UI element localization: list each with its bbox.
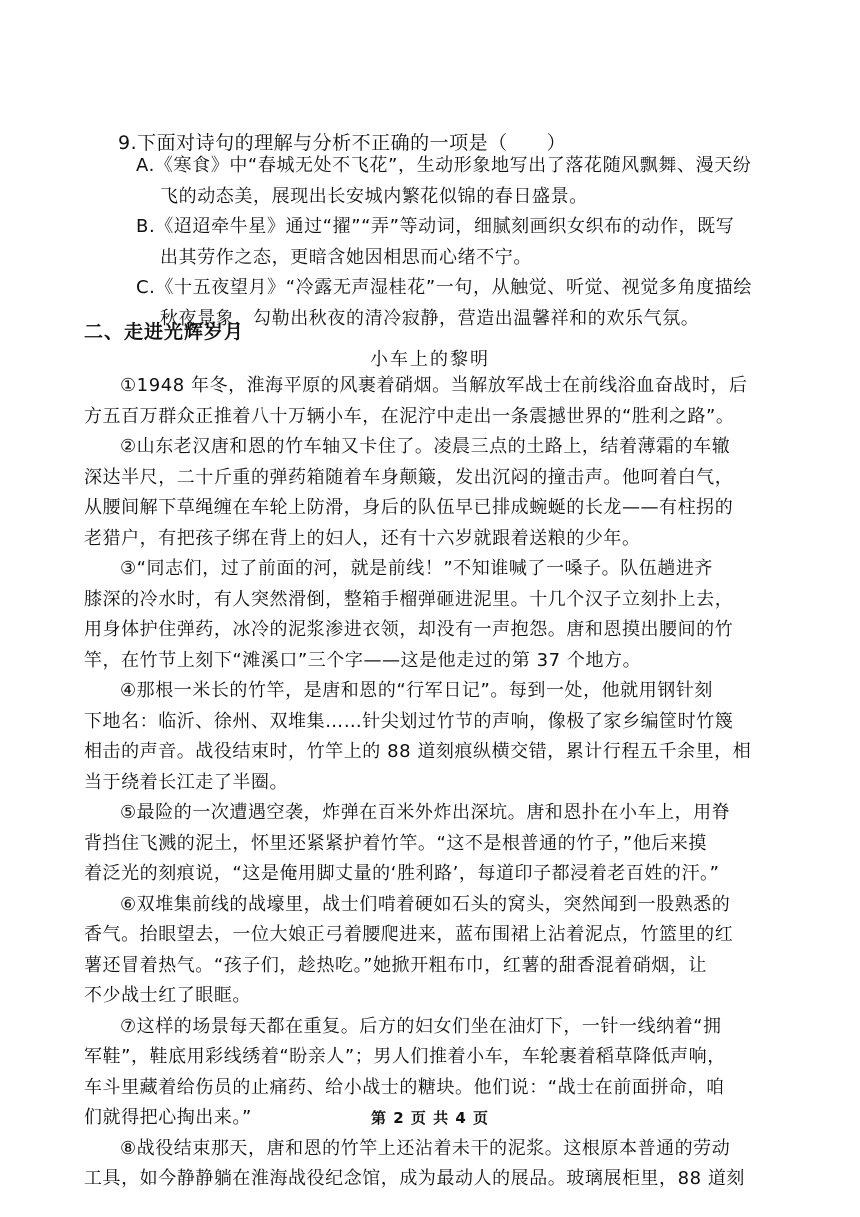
- paragraph-line: ⑦这样的场景每天都在重复。后方的妇女们坐在油灯下，一针一线纳着“拥: [120, 1015, 722, 1037]
- paragraph-line: ⑧战役结束那天，唐和恩的竹竿上还沾着未干的泥浆。这根原本普通的劳动: [120, 1137, 731, 1159]
- option-line: A.《寒食》中“春城无处不飞花”，生动形象地写出了落花随风飘舞、漫天纷: [136, 155, 752, 176]
- paragraph-line: 车斗里藏着给伤员的止痛药、给小战士的糖块。他们说：“战士在前面拼命，咱: [84, 1076, 725, 1098]
- option-b: [136, 211, 756, 273]
- paragraph-line: 们就得把心掏出来。”: [84, 1107, 252, 1128]
- paragraph-line: 下地名：临沂、徐州、双堆集……针尖划过竹节的声响，像极了家乡编筐时竹篾: [84, 710, 734, 732]
- paragraph-line: 当于绕着长江走了半圈。: [84, 771, 289, 793]
- paragraph-line: ④那根一米长的竹竿，是唐和恩的“行军日记”。每到一处，他就用钢针刻: [120, 680, 713, 701]
- option-line: C.《十五夜望月》“冷露无声湿桂花”一句，从触觉、听觉、视觉多角度描绘: [136, 277, 752, 298]
- paragraph-line: 深达半尺，二十斤重的弹药箱随着车身颠簸，发出沉闷的撞击声。他呵着白气，: [84, 466, 734, 488]
- paragraph-line: 薯还冒着热气。“孩子们，趁热吃。”她掀开粗布巾，红薯的甜香混着硝烟，让: [84, 954, 707, 976]
- paragraph-line: 竿，在竹节上刻下“滩溪口”三个字——这是他走过的第 37 个地方。: [84, 649, 642, 671]
- paragraph-3: [84, 554, 764, 676]
- option-a: [136, 150, 756, 212]
- paragraph-1: [84, 371, 764, 432]
- paragraph-line: ①1948 年冬，淮海平原的风裹着硝烟。当解放军战士在前线浴血奋战时，后: [120, 375, 748, 396]
- question-stem: 9.下面对诗句的理解与分析不正确的一项是（ ）: [118, 132, 567, 154]
- paragraph-line: ③“同志们，过了前面的河，就是前线！”不知谁喊了一嗓子。队伍趟进齐: [120, 558, 713, 579]
- section-heading: 二、走进光辉岁月: [84, 321, 245, 343]
- paragraph-line: ⑥双堆集前线的战壕里，战士们啃着硬如石头的窝头，突然闻到一股熟悉的: [120, 893, 731, 915]
- option-line: 出其劳作之态，更暗含她因相思而心绪不宁。: [160, 247, 532, 268]
- paragraph-line: 着泛光的刻痕说，“这是俺用脚丈量的‘胜利路’，每道印子都浸着老百姓的汗。”: [84, 863, 720, 884]
- paragraph-line: 用身体护住弹药，冰冷的泥浆渗进衣领，却没有一声抱怨。唐和恩摸出腰间的竹: [84, 619, 734, 640]
- paragraph-line: 从腰间解下草绳缠在车轮上防滑，身后的队伍早已排成蜿蜒的长龙——有柱拐的: [84, 497, 734, 518]
- paragraph-8: [84, 1134, 764, 1195]
- paragraph-line: 膝深的冷水时，有人突然滑倒，整箱手榴弹砸进泥里。十几个汉子立刻扑上去，: [84, 588, 734, 610]
- paragraph-line: ②山东老汉唐和恩的竹车轴又卡住了。凌晨三点的土路上，结着薄霜的车辙: [120, 436, 731, 457]
- article-title: 小车上的黎明: [370, 349, 490, 370]
- paragraph-4: [84, 676, 764, 798]
- paragraph-6: [84, 890, 764, 1012]
- paragraph-2: [84, 432, 764, 554]
- paragraph-line: 背挡住飞溅的泥土，怀里还紧紧护着竹竿。“这不是根普通的竹子，”他后来摸: [84, 832, 707, 854]
- paragraph-line: ⑤最险的一次遭遇空袭，炸弹在百米外炸出深坑。唐和恩扑在小车上，用脊: [120, 802, 731, 823]
- option-line: B.《迢迢牵牛星》通过“擢”“弄”等动词，细腻刻画织女织布的动作，既写: [136, 216, 735, 237]
- paragraph-line: 老猎户，有把孩子绑在背上的妇人，还有十六岁就跟着送粮的少年。: [84, 527, 641, 549]
- paragraph-line: 香气。抬眼望去，一位大娘正弓着腰爬进来，蓝布围裙上沾着泥点，竹篮里的红: [84, 924, 734, 945]
- paragraph-line: 相击的声音。战役结束时，竹竿上的 88 道刻痕纵横交错，累计行程五千余里，相: [84, 741, 752, 762]
- page-footer: 第 2 页 共 4 页: [371, 1109, 489, 1127]
- paragraph-line: 工具，如今静静躺在淮海战役纪念馆，成为最动人的展品。玻璃展柜里，88 道刻: [84, 1168, 745, 1189]
- option-line: 秋夜景象，勾勒出秋夜的清冷寂静，营造出温馨祥和的欢乐气氛。: [160, 308, 700, 329]
- paragraph-5: [84, 798, 764, 890]
- paragraph-line: 军鞋”，鞋底用彩线绣着“盼亲人”；男人们推着小车，车轮裹着稻草降低声响，: [84, 1046, 726, 1067]
- paragraph-line: 不少战士红了眼眶。: [84, 985, 251, 1006]
- article-body: [84, 371, 764, 1195]
- paragraph-line: 方五百万群众正推着八十万辆小车，在泥泞中走出一条震撼世界的“胜利之路”。: [84, 405, 735, 427]
- option-line: 飞的动态美，展现出长安城内繁花似锦的春日盛景。: [160, 186, 588, 207]
